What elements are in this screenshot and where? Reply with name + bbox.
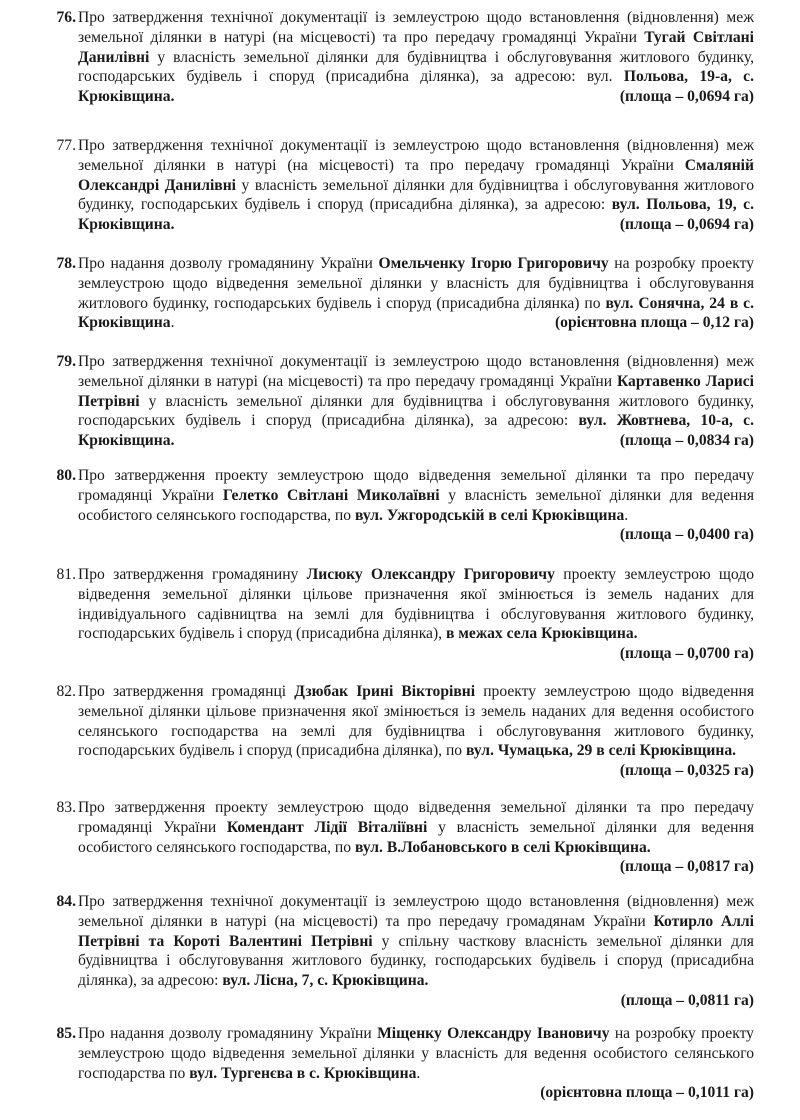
text-segment: Про надання дозволу громадянину України xyxy=(78,1025,378,1042)
item-number: 80. xyxy=(56,467,76,484)
area-value: (орієнтовна площа – 0,1011 га) xyxy=(540,1084,754,1102)
address: вул. Ужгородській в селі Крюківщина xyxy=(354,506,625,524)
item-number: 77. xyxy=(56,137,76,154)
area-value: (площа – 0,0400 га) xyxy=(619,526,754,544)
address: вул. Сонячна, 24 в с. Крюківщина xyxy=(78,294,755,332)
item-number: 76. xyxy=(56,9,76,26)
text-segment: . xyxy=(416,1064,421,1082)
text-segment: Про затвердження технічної документації із землеустрою щодо встановлення (відновлення) меж земельної ділянки в натурі (на місцевості) та про передачу громадянці України xyxy=(78,9,754,46)
item-number: 82. xyxy=(56,683,76,700)
item-number: 83. xyxy=(56,799,76,816)
text-segment: у власність земельної ділянки для ведення особистого селянського господарства, по xyxy=(78,818,755,856)
item-number: 85. xyxy=(56,1025,76,1042)
item-text xyxy=(78,1024,754,1083)
person-name: Котирло Аллі Петрівні та Короті Валентині Петрівні xyxy=(78,912,754,950)
person-name: Міщенку Олександру Івановичу xyxy=(377,1025,610,1042)
list-item xyxy=(56,892,754,1011)
item-text xyxy=(78,466,754,525)
person-name: Тугай Світлані Данилівні xyxy=(78,28,754,66)
area-value: (площа – 0,0811 га) xyxy=(620,991,754,1009)
text-segment: Про затвердження громадянину xyxy=(78,566,307,583)
list-item xyxy=(56,1024,754,1103)
item-text xyxy=(78,136,754,235)
item-text xyxy=(78,565,754,663)
list-item xyxy=(56,565,754,664)
item-number: 84. xyxy=(56,893,76,910)
text-segment: проекту землеустрою щодо відведення земельної ділянки цільове призначення якої змінюється із земель наданих для ведення особистого селянського господарства на землі для будівництва і обслуговування житлового будинку, господарських будівель і споруд (присадибна ділянка), по xyxy=(78,683,754,760)
item-text xyxy=(78,798,754,857)
item-number: 79. xyxy=(56,353,76,370)
item-text xyxy=(78,352,754,451)
area-value: (площа – 0,0817 га) xyxy=(619,858,754,876)
text-segment: у власність земельної ділянки для будівництва і обслуговування житлового будинку, господарських будівель і споруд (присадибна ділянка), за адресою: xyxy=(78,176,754,214)
text-segment: у спільну часткову власність земельної ділянки для будівництва і обслуговування житлового будинку, господарських будівель і споруд (присадибна ділянка), за адресою: xyxy=(78,932,754,990)
address: вул. Чумацька, 29 в селі Крюківщина. xyxy=(466,742,737,760)
text-segment: на розробку проекту землеустрою щодо відведення земельної ділянки у власність для ведення особистого селянського господарства по xyxy=(78,1025,754,1082)
area-value: (площа – 0,0694 га) xyxy=(619,88,754,106)
list-item xyxy=(56,352,754,451)
item-text xyxy=(78,682,754,780)
address: Польова, 19-а, с. Крюківщина. xyxy=(78,68,754,106)
text-segment: Про затвердження проекту землеустрою щодо відведення земельної ділянки та про передачу громадянці України xyxy=(78,799,754,836)
text-segment: проекту землеустрою щодо відведення земельної ділянки цільове призначення якої змінюється із земель наданих для індивідуального садівництва на землі для будівництва і обслуговування житлового будинку, господарських будівель і споруд (присадибна ділянка), xyxy=(78,566,754,643)
text-segment: Про затвердження технічної документації із землеустрою щодо встановлення (відновлення) меж земельної ділянки в натурі (на місцевості) та про передачу громадянам України xyxy=(78,893,754,930)
list-item xyxy=(56,798,755,877)
list-item xyxy=(56,466,754,545)
text-segment: у власність земельної ділянки для ведення особистого селянського господарства, по xyxy=(78,486,754,524)
person-name: Смаляній Олександрі Данилівні xyxy=(78,156,754,194)
person-name: Омельченку Ігорю Григоровичу xyxy=(378,255,609,272)
area-value: (площа – 0,0700 га) xyxy=(619,645,754,663)
person-name: Комендант Лідії Віталіївні xyxy=(226,818,428,836)
text-segment: у власність земельної ділянки для будівництва і обслуговування житлового будинку, господарських будівель і споруд (присадибна ділянка), за адресою: вул. xyxy=(78,48,754,86)
address: в межах села Крюківщина. xyxy=(445,625,638,643)
person-name: Лисюку Олександру Григоровичу xyxy=(306,566,555,583)
list-item xyxy=(56,254,755,333)
item-number: 81. xyxy=(56,566,76,583)
text-segment: Про затвердження технічної документації із землеустрою щодо встановлення (відновлення) меж земельної ділянки в натурі (на місцевості) та про передачу громадянці України xyxy=(78,353,754,390)
area-value: (площа – 0,0325 га) xyxy=(619,762,754,780)
address: вул. Польова, 19, с. Крюківщина. xyxy=(78,196,754,234)
text-segment: Про затвердження проекту землеустрою щодо відведення земельної ділянки та про передачу громадянці України xyxy=(78,467,754,504)
item-number: 78. xyxy=(56,255,76,272)
area-value: (площа – 0,0834 га) xyxy=(619,432,754,450)
list-item xyxy=(56,136,754,235)
person-name: Дзюбак Ірині Вікторівні xyxy=(294,683,476,700)
text-segment: у власність земельної ділянки для будівництва і обслуговування житлового будинку, господарських будівель і споруд (присадибна ділянка), за адресою: xyxy=(78,392,754,430)
address: вул. Лісна, 7, с. Крюківщина. xyxy=(222,972,429,990)
person-name: Картавенко Ларисі Петрівні xyxy=(78,372,754,410)
address: вул. В.Лобановського в селі Крюківщина. xyxy=(354,838,651,856)
text-segment: Про затвердження громадянці xyxy=(78,683,295,700)
text-segment: . xyxy=(624,506,629,524)
list-item xyxy=(56,8,754,107)
item-text xyxy=(78,8,754,107)
text-segment: . xyxy=(170,314,175,332)
list-item xyxy=(56,682,754,781)
address: вул. Тургенєва в с. Крюківщина xyxy=(189,1064,417,1082)
address: вул. Жовтнева, 10-а, с. Крюківщина. xyxy=(78,412,754,450)
area-value: (орієнтовна площа – 0,12 га) xyxy=(554,314,754,332)
text-segment: Про затвердження технічної документації із землеустрою щодо встановлення (відновлення) меж земельної ділянки в натурі (на місцевості) та про передачу громадянці України xyxy=(78,137,754,174)
text-segment: на розробку проекту землеустрою щодо відведення земельної ділянки у власність для будівництва і обслуговування житлового будинку, господарських будівель і споруд (присадибна ділянка) по xyxy=(78,255,754,312)
item-text xyxy=(78,254,754,333)
text-segment: Про надання дозволу громадянину України xyxy=(78,255,379,272)
item-text xyxy=(78,892,754,991)
area-value: (площа – 0,0694 га) xyxy=(619,216,754,234)
person-name: Гелетко Світлані Миколаївні xyxy=(222,486,440,504)
